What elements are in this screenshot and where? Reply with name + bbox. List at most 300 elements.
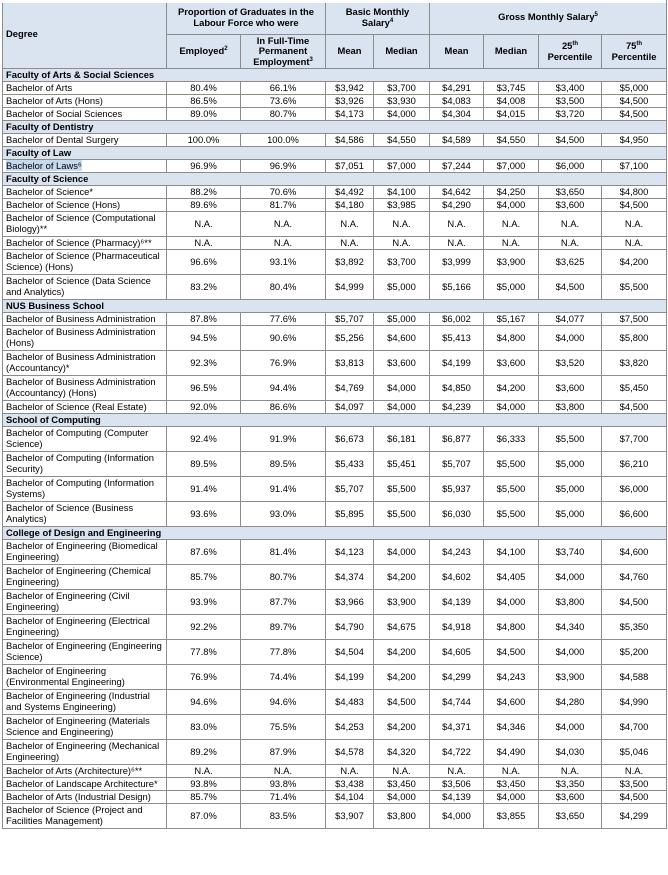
value-cell: $5,500	[484, 452, 539, 477]
value-cell: 87.9%	[241, 740, 326, 765]
value-cell: 74.4%	[241, 665, 326, 690]
degree-name-cell: Bachelor of Dental Surgery	[3, 134, 167, 147]
value-cell: 80.4%	[167, 82, 241, 95]
value-cell: 93.8%	[167, 778, 241, 791]
value-cell: $4,100	[374, 186, 430, 199]
value-cell: $4,000	[374, 540, 430, 565]
value-cell: $4,200	[374, 640, 430, 665]
value-cell: $7,000	[374, 160, 430, 173]
value-cell: $4,320	[374, 740, 430, 765]
value-cell: $7,100	[602, 160, 667, 173]
value-cell: $4,123	[326, 540, 374, 565]
value-cell: $4,374	[326, 565, 374, 590]
value-cell: $5,500	[602, 275, 667, 300]
value-cell: $4,800	[602, 186, 667, 199]
table-row	[3, 715, 667, 740]
value-cell: $3,700	[374, 250, 430, 275]
value-cell: $4,280	[539, 690, 602, 715]
value-cell: $4,000	[374, 401, 430, 414]
table-row	[3, 765, 667, 778]
value-cell: $4,605	[430, 640, 484, 665]
section-title: Faculty of Law	[3, 147, 667, 160]
value-cell: $3,350	[539, 778, 602, 791]
section-title: College of Design and Engineering	[3, 527, 667, 540]
col-group-gross-salary	[430, 1, 667, 35]
value-cell: $4,504	[326, 640, 374, 665]
table-row	[3, 804, 667, 829]
value-cell: $4,800	[484, 615, 539, 640]
value-cell: $4,139	[430, 590, 484, 615]
value-cell: 80.7%	[241, 565, 326, 590]
value-cell: $4,999	[326, 275, 374, 300]
value-cell: $4,675	[374, 615, 430, 640]
value-cell: $3,966	[326, 590, 374, 615]
value-cell: 89.5%	[167, 452, 241, 477]
value-cell: $6,877	[430, 427, 484, 452]
value-cell: $4,790	[326, 615, 374, 640]
value-cell: $4,104	[326, 791, 374, 804]
value-cell: $6,030	[430, 502, 484, 527]
col-header-gross-median: Median	[484, 35, 539, 69]
value-cell: $4,200	[484, 376, 539, 401]
value-cell: $5,000	[539, 502, 602, 527]
basic-salary-label: Basic Monthly Salary	[345, 5, 410, 28]
value-cell: $5,000	[374, 275, 430, 300]
degree-name-cell: Bachelor of Arts (Hons)	[3, 95, 167, 108]
value-cell: $4,000	[430, 804, 484, 829]
value-cell: $4,097	[326, 401, 374, 414]
degree-name-cell: Bachelor of Engineering (Environmental Engineering)	[3, 665, 167, 690]
value-cell: $4,239	[430, 401, 484, 414]
degree-name-cell: Bachelor of Computing (Information Systems)	[3, 477, 167, 502]
value-cell: $4,642	[430, 186, 484, 199]
degree-name-cell: Bachelor of Social Sciences	[3, 108, 167, 121]
value-cell: $5,000	[374, 313, 430, 326]
value-cell: 70.6%	[241, 186, 326, 199]
value-cell: 93.1%	[241, 250, 326, 275]
value-cell: $4,700	[602, 715, 667, 740]
value-cell: $4,500	[602, 95, 667, 108]
value-cell: N.A.	[539, 212, 602, 237]
value-cell: 77.8%	[241, 640, 326, 665]
value-cell: $4,000	[484, 590, 539, 615]
degree-name-cell: Bachelor of Science (Project and Facilities Management)	[3, 804, 167, 829]
value-cell: $3,907	[326, 804, 374, 829]
value-cell: 89.6%	[167, 199, 241, 212]
degree-name-cell: Bachelor of Business Administration	[3, 313, 167, 326]
value-cell: $4,000	[374, 376, 430, 401]
value-cell: $5,167	[484, 313, 539, 326]
value-cell: $4,290	[430, 199, 484, 212]
value-cell: $6,210	[602, 452, 667, 477]
value-cell: $5,200	[602, 640, 667, 665]
value-cell: $4,100	[484, 540, 539, 565]
value-cell: $3,450	[374, 778, 430, 791]
value-cell: $5,500	[484, 477, 539, 502]
value-cell: 96.9%	[167, 160, 241, 173]
col-header-employed	[167, 35, 241, 69]
value-cell: 89.0%	[167, 108, 241, 121]
value-cell: $4,500	[602, 199, 667, 212]
col-header-basic-mean: Mean	[326, 35, 374, 69]
col-header-basic-median: Median	[374, 35, 430, 69]
value-cell: 89.2%	[167, 740, 241, 765]
section-header-row	[3, 69, 667, 82]
value-cell: 87.6%	[167, 540, 241, 565]
table-row	[3, 502, 667, 527]
col-group-proportion: Proportion of Graduates in the Labour Force who were	[167, 1, 326, 35]
value-cell: N.A.	[241, 212, 326, 237]
table-row	[3, 615, 667, 640]
value-cell: $3,942	[326, 82, 374, 95]
value-cell: $7,000	[484, 160, 539, 173]
value-cell: 85.7%	[167, 791, 241, 804]
value-cell: $6,333	[484, 427, 539, 452]
section-header-row	[3, 173, 667, 186]
value-cell: $5,000	[484, 275, 539, 300]
value-cell: $4,077	[539, 313, 602, 326]
value-cell: $3,740	[539, 540, 602, 565]
value-cell: 80.4%	[241, 275, 326, 300]
value-cell: N.A.	[602, 212, 667, 237]
value-cell: $4,173	[326, 108, 374, 121]
degree-name-cell: Bachelor of Science*	[3, 186, 167, 199]
value-cell: $4,405	[484, 565, 539, 590]
value-cell: $3,438	[326, 778, 374, 791]
value-cell: $4,000	[374, 791, 430, 804]
table-row	[3, 160, 667, 173]
table-row	[3, 237, 667, 250]
value-cell: $4,500	[484, 640, 539, 665]
value-cell: $5,000	[539, 452, 602, 477]
table-row	[3, 313, 667, 326]
value-cell: N.A.	[167, 765, 241, 778]
value-cell: 91.4%	[167, 477, 241, 502]
value-cell: $4,000	[539, 565, 602, 590]
value-cell: 92.0%	[167, 401, 241, 414]
section-header-row	[3, 527, 667, 540]
value-cell: $5,000	[539, 477, 602, 502]
table-row	[3, 199, 667, 212]
value-cell: $4,800	[484, 326, 539, 351]
value-cell: N.A.	[539, 765, 602, 778]
value-cell: N.A.	[241, 237, 326, 250]
value-cell: $4,600	[374, 326, 430, 351]
value-cell: $4,000	[484, 199, 539, 212]
value-cell: $5,500	[539, 427, 602, 452]
value-cell: $4,769	[326, 376, 374, 401]
value-cell: $5,350	[602, 615, 667, 640]
table-row	[3, 452, 667, 477]
degree-name-cell: Bachelor of Engineering (Civil Engineering)	[3, 590, 167, 615]
degree-name-cell: Bachelor of Landscape Architecture*	[3, 778, 167, 791]
value-cell: $3,800	[539, 401, 602, 414]
degree-name-cell: Bachelor of Business Administration (Hons)	[3, 326, 167, 351]
table-body	[3, 69, 667, 829]
value-cell: 83.5%	[241, 804, 326, 829]
degree-name-cell: Bachelor of Engineering (Biomedical Engineering)	[3, 540, 167, 565]
value-cell: $4,722	[430, 740, 484, 765]
value-cell: $4,500	[602, 108, 667, 121]
table-row	[3, 778, 667, 791]
value-cell: 96.6%	[167, 250, 241, 275]
value-cell: $4,588	[602, 665, 667, 690]
table-row	[3, 427, 667, 452]
table-row	[3, 326, 667, 351]
value-cell: $3,999	[430, 250, 484, 275]
value-cell: $5,707	[326, 313, 374, 326]
gross-salary-label: Gross Monthly Salary	[498, 11, 595, 23]
value-cell: $4,291	[430, 82, 484, 95]
degree-name-cell: Bachelor of Engineering (Engineering Science)	[3, 640, 167, 665]
value-cell: 89.5%	[241, 452, 326, 477]
value-cell: 100.0%	[167, 134, 241, 147]
value-cell: N.A.	[430, 237, 484, 250]
value-cell: N.A.	[326, 765, 374, 778]
graduate-employment-table	[2, 0, 667, 829]
value-cell: $3,813	[326, 351, 374, 376]
value-cell: N.A.	[374, 237, 430, 250]
value-cell: $6,600	[602, 502, 667, 527]
table-row	[3, 590, 667, 615]
table-row	[3, 250, 667, 275]
value-cell: $5,500	[484, 502, 539, 527]
value-cell: $4,600	[484, 690, 539, 715]
value-cell: 96.9%	[241, 160, 326, 173]
value-cell: $6,181	[374, 427, 430, 452]
value-cell: $4,200	[602, 250, 667, 275]
value-cell: $4,000	[539, 715, 602, 740]
section-title: Faculty of Science	[3, 173, 667, 186]
table-row	[3, 640, 667, 665]
value-cell: $4,299	[602, 804, 667, 829]
value-cell: 93.9%	[167, 590, 241, 615]
value-cell: $7,700	[602, 427, 667, 452]
table-row	[3, 82, 667, 95]
value-cell: N.A.	[241, 765, 326, 778]
footnote-marker: 4	[389, 17, 394, 24]
value-cell: $3,600	[539, 791, 602, 804]
value-cell: $3,506	[430, 778, 484, 791]
value-cell: $4,000	[539, 640, 602, 665]
value-cell: $4,083	[430, 95, 484, 108]
value-cell: $4,200	[374, 715, 430, 740]
value-cell: 75.5%	[241, 715, 326, 740]
value-cell: $4,550	[484, 134, 539, 147]
value-cell: $4,850	[430, 376, 484, 401]
value-cell: $4,250	[484, 186, 539, 199]
value-cell: $6,673	[326, 427, 374, 452]
value-cell: $3,625	[539, 250, 602, 275]
col-header-degree: Degree	[3, 1, 167, 69]
percentile-label: Percentile	[547, 50, 593, 62]
value-cell: N.A.	[539, 237, 602, 250]
value-cell: 87.0%	[167, 804, 241, 829]
value-cell: 76.9%	[167, 665, 241, 690]
value-cell: 89.7%	[241, 615, 326, 640]
table-row	[3, 186, 667, 199]
degree-name-cell: Bachelor of Arts	[3, 82, 167, 95]
table-row	[3, 275, 667, 300]
col-header-25th-percentile	[539, 35, 602, 69]
value-cell: $4,550	[374, 134, 430, 147]
section-title: School of Computing	[3, 414, 667, 427]
section-header-row	[3, 147, 667, 160]
value-cell: $3,900	[539, 665, 602, 690]
value-cell: $4,490	[484, 740, 539, 765]
value-cell: $5,500	[374, 477, 430, 502]
value-cell: $4,243	[430, 540, 484, 565]
value-cell: $4,586	[326, 134, 374, 147]
table-row	[3, 108, 667, 121]
value-cell: $4,600	[602, 540, 667, 565]
value-cell: $4,200	[374, 665, 430, 690]
value-cell: N.A.	[484, 212, 539, 237]
table-row	[3, 665, 667, 690]
value-cell: $4,340	[539, 615, 602, 640]
value-cell: 86.6%	[241, 401, 326, 414]
value-cell: $4,500	[602, 791, 667, 804]
value-cell: 91.9%	[241, 427, 326, 452]
value-cell: $3,900	[374, 590, 430, 615]
top-crop-mask	[2, 0, 666, 3]
value-cell: $4,000	[484, 791, 539, 804]
value-cell: 76.9%	[241, 351, 326, 376]
value-cell: N.A.	[326, 212, 374, 237]
value-cell: $3,900	[484, 250, 539, 275]
percentile-label: Percentile	[611, 50, 657, 62]
degree-name-cell: Bachelor of Business Administration (Accountancy) (Hons)	[3, 376, 167, 401]
value-cell: $5,046	[602, 740, 667, 765]
p25-label: 25	[561, 39, 573, 51]
table-row	[3, 791, 667, 804]
section-title: Faculty of Dentistry	[3, 121, 667, 134]
value-cell: $4,950	[602, 134, 667, 147]
value-cell: $4,030	[539, 740, 602, 765]
footnote-marker: 2	[224, 46, 228, 53]
degree-name-cell: Bachelor of Science (Data Science and Analytics)	[3, 275, 167, 300]
value-cell: $5,450	[602, 376, 667, 401]
value-cell: 94.6%	[167, 690, 241, 715]
value-cell: $5,707	[326, 477, 374, 502]
col-header-gross-mean: Mean	[430, 35, 484, 69]
value-cell: N.A.	[484, 237, 539, 250]
value-cell: $3,450	[484, 778, 539, 791]
value-cell: $3,800	[374, 804, 430, 829]
value-cell: N.A.	[167, 237, 241, 250]
value-cell: N.A.	[430, 765, 484, 778]
value-cell: $3,400	[539, 82, 602, 95]
value-cell: $6,002	[430, 313, 484, 326]
value-cell: $4,483	[326, 690, 374, 715]
value-cell: $3,700	[374, 82, 430, 95]
value-cell: $4,578	[326, 740, 374, 765]
degree-name-cell: Bachelor of Engineering (Industrial and Systems Engineering)	[3, 690, 167, 715]
degree-name-cell: Bachelor of Engineering (Electrical Engineering)	[3, 615, 167, 640]
degree-name-cell: Bachelor of Science (Pharmacy)⁶**	[3, 237, 167, 250]
value-cell: $4,299	[430, 665, 484, 690]
col-header-fulltime	[241, 35, 326, 69]
value-cell: N.A.	[430, 212, 484, 237]
value-cell: 77.6%	[241, 313, 326, 326]
value-cell: $5,413	[430, 326, 484, 351]
value-cell: $3,892	[326, 250, 374, 275]
value-cell: 96.5%	[167, 376, 241, 401]
degree-name-cell: Bachelor of Business Administration (Accountancy)*	[3, 351, 167, 376]
value-cell: $5,256	[326, 326, 374, 351]
value-cell: 81.7%	[241, 199, 326, 212]
value-cell: $4,602	[430, 565, 484, 590]
value-cell: 80.7%	[241, 108, 326, 121]
value-cell: $4,990	[602, 690, 667, 715]
value-cell: $3,745	[484, 82, 539, 95]
degree-name-cell	[3, 160, 167, 173]
value-cell: 66.1%	[241, 82, 326, 95]
degree-name-cell: Bachelor of Engineering (Mechanical Engineering)	[3, 740, 167, 765]
value-cell: 94.5%	[167, 326, 241, 351]
value-cell: $4,500	[539, 275, 602, 300]
value-cell: $3,650	[539, 186, 602, 199]
value-cell: $3,600	[484, 351, 539, 376]
fulltime-label: In Full-Time Permanent Employment	[253, 34, 310, 67]
value-cell: $3,600	[374, 351, 430, 376]
value-cell: 94.4%	[241, 376, 326, 401]
section-header-row	[3, 121, 667, 134]
value-cell: $4,304	[430, 108, 484, 121]
value-cell: 83.2%	[167, 275, 241, 300]
ordinal-suffix: th	[572, 40, 579, 47]
value-cell: $5,800	[602, 326, 667, 351]
value-cell: $4,744	[430, 690, 484, 715]
value-cell: $5,500	[374, 502, 430, 527]
employed-label: Employed	[179, 45, 225, 57]
value-cell: $4,199	[326, 665, 374, 690]
p75-label: 75	[625, 39, 637, 51]
value-cell: $4,918	[430, 615, 484, 640]
value-cell: 93.6%	[167, 502, 241, 527]
col-header-75th-percentile	[602, 35, 667, 69]
table-row	[3, 565, 667, 590]
value-cell: $4,371	[430, 715, 484, 740]
value-cell: N.A.	[484, 765, 539, 778]
col-group-basic-salary	[326, 1, 430, 35]
value-cell: $4,253	[326, 715, 374, 740]
value-cell: $6,000	[539, 160, 602, 173]
value-cell: $4,180	[326, 199, 374, 212]
footnote-marker: 3	[309, 56, 313, 63]
value-cell: 90.6%	[241, 326, 326, 351]
value-cell: 94.6%	[241, 690, 326, 715]
section-title: NUS Business School	[3, 300, 667, 313]
value-cell: 100.0%	[241, 134, 326, 147]
degree-name-cell: Bachelor of Science (Hons)	[3, 199, 167, 212]
value-cell: $3,985	[374, 199, 430, 212]
degree-name-cell: Bachelor of Computing (Information Security)	[3, 452, 167, 477]
section-header-row	[3, 414, 667, 427]
value-cell: $3,800	[539, 590, 602, 615]
value-cell: $6,000	[602, 477, 667, 502]
section-title: Faculty of Arts & Social Sciences	[3, 69, 667, 82]
value-cell: $5,707	[430, 452, 484, 477]
value-cell: N.A.	[602, 765, 667, 778]
value-cell: $4,008	[484, 95, 539, 108]
value-cell: N.A.	[167, 212, 241, 237]
degree-name-cell: Bachelor of Engineering (Chemical Engineering)	[3, 565, 167, 590]
table-row	[3, 401, 667, 414]
degree-name-cell: Bachelor of Arts (Industrial Design)	[3, 791, 167, 804]
value-cell: $3,500	[602, 778, 667, 791]
value-cell: 87.8%	[167, 313, 241, 326]
